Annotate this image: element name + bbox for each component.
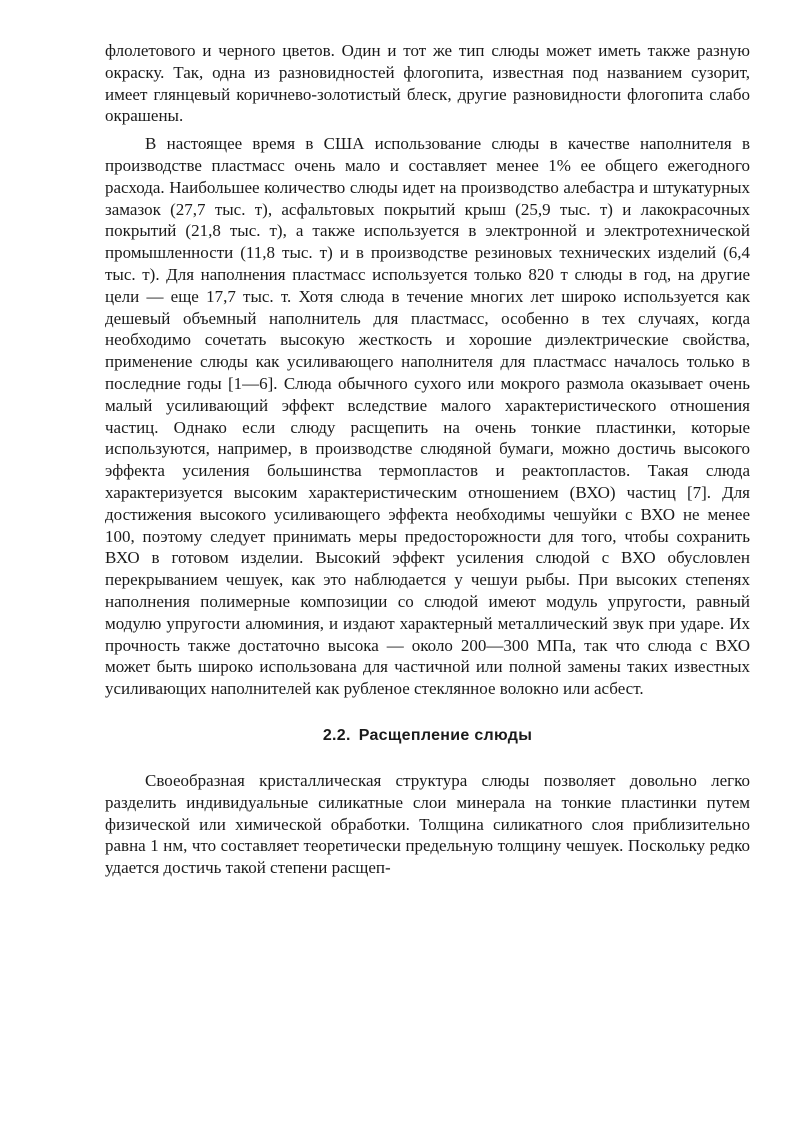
section-title: Расщепление слюды [358, 726, 533, 744]
paragraph-mica-splitting: Своеобразная кристаллическая структура слюды позволяет довольно легко разделить индивидуальные силикатные слои минерала на тонкие пластинки путем физической или химической обработки. Толщина силикатного слоя приблизительно равна 1 нм, что составляет теоретически предельную толщину чешуек. Поскольку редко удается достичь такой степени расщеп- [105, 770, 750, 878]
paragraph-mica-usage: В настоящее время в США использование слюды в качестве наполнителя в производстве пластмасс очень мало и составляет менее 1% ее общего ежегодного расхода. Наибольшее количество слюды идет на производство алебастра и штукатурных замазок (27,7 тыс. т), асфальтовых покрытий крыш (25,9 тыс. т) и лакокрасочных покрытий (21,8 тыс. т), а также используется в электронной и электротехнической промышленности (11,8 тыс. т) и в производстве резиновых технических изделий (6,4 тыс. т). Для наполнения пластмасс используется только 820 т слюды в год, на другие цели — еще 17,7 тыс. т. Хотя слюда в течение многих лет широко используется как дешевый объемный наполнитель для пластмасс, особенно в тех случаях, когда необходимо сочетать высокую жесткость и хорошие диэлектрические свойства, применение слюды как усиливающего наполнителя для пластмасс началось только в последние годы [1—6]. Слюда обычного сухого или мокрого размола оказывает очень малый усиливающий эффект вследствие малого характеристического отношения частиц. Однако если слюду расщепить на очень тонкие пластинки, которые используются, например, в производстве слюдяной бумаги, можно достичь высокого эффекта усиления большинства термопластов и реактопластов. Такая слюда характеризуется высоким характеристическим отношением (ВХО) частиц [7]. Для достижения высокого усиливающего эффекта необходимы чешуйки с ВХО не менее 100, поэтому следует принимать меры предосторожности для того, чтобы сохранить ВХО в готовом изделии. Высокий эффект усиления слюдой с ВХО обусловлен перекрыванием чешуек, как это наблюдается у чешуи рыбы. При высоких степенях наполнения полимерные композиции со слюдой имеют модуль упругости, равный модулю упругости алюминия, и издают характерный металлический звук при ударе. Их прочность также достаточно высока — около 200—300 МПа, так что слюда с ВХО может быть широко использована для частичной или полной замены таких известных усиливающих наполнителей как рубленое стеклянное волокно или асбест. [105, 134, 750, 699]
section-number: 2.2. [322, 726, 351, 744]
paragraph-continuation: флолетового и черного цветов. Один и тот же тип слюды может иметь также разную окраску. Так, одна из разновидностей флогопита, известная под названием сузорит, имеет глянцевый коричнево-золотистый блеск, другие разновидности флогопита слабо окрашены. [105, 41, 750, 126]
book-page [105, 40, 750, 879]
section-heading [105, 726, 750, 746]
